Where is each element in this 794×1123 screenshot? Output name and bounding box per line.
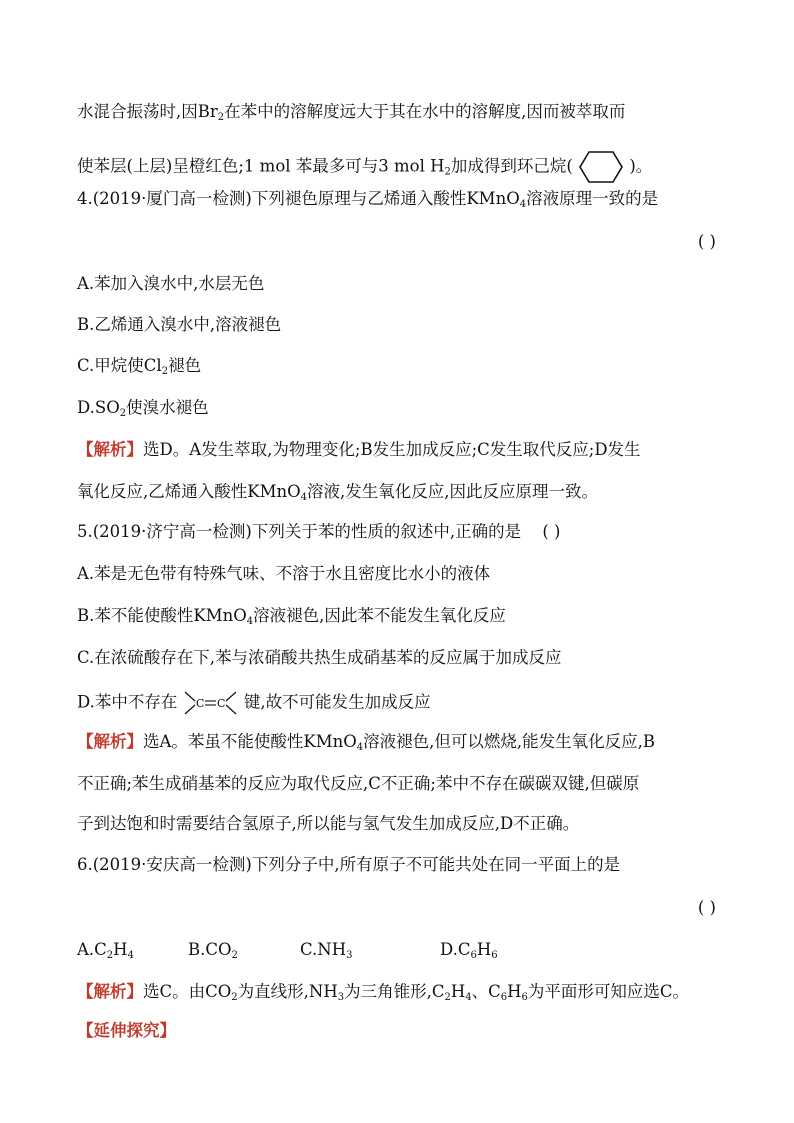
question-5-option-b: B.苯不能使酸性KMnO$_4$溶液褪色,因此苯不能发生氧化反应 bbox=[77, 606, 506, 627]
question-6-option-d: $D.C_6H_6$ bbox=[440, 940, 498, 961]
answer-bracket: ( ) bbox=[542, 522, 561, 541]
text-line: 使苯层(上层)呈橙红色;1 mol 苯最多可与3 mol $H_2$加成得到环己烷( )。 bbox=[77, 150, 652, 185]
question-4-stem: 4.(2019·厦门高一检测)下列褪色原理与乙烯通入酸性KMnO$_4$溶液原理一致的是 bbox=[77, 189, 659, 210]
carbon-double-bond-icon bbox=[183, 688, 239, 718]
answer-bracket: ( ) bbox=[697, 898, 716, 917]
question-5-option-c: C.在浓硫酸存在下,苯与浓硝酸共热生成硝基苯的反应属于加成反应 bbox=[77, 648, 562, 667]
analysis-tag: 【解析】 bbox=[77, 440, 143, 459]
question-4-option-a: A.苯加入溴水中,水层无色 bbox=[77, 274, 265, 293]
question-6-option-c: $C.NH_3$ bbox=[300, 940, 353, 961]
question-5-analysis: 【解析】选A。苯虽不能使酸性KMnO$_4$溶液褪色,但可以燃烧,能发生氧化反应,B bbox=[77, 732, 656, 753]
answer-bracket: ( ) bbox=[697, 232, 716, 251]
question-4-option-c: C.甲烷使$Cl_2$褪色 bbox=[77, 356, 202, 377]
question-4-option-b: B.乙烯通入溴水中,溶液褪色 bbox=[77, 315, 282, 334]
question-6-analysis: 【解析】选C。由$CO_2$为直线形$,NH_3$为三角锥形$,C_2H_4$、$C_6H_6$为平面形可知应选C。 bbox=[77, 982, 690, 1003]
question-6-stem: 6.(2019·安庆高一检测)下列分子中,所有原子不可能共处在同一平面上的是 bbox=[77, 855, 621, 874]
question-6-option-b: $B.CO_2$ bbox=[188, 940, 238, 961]
question-5-option-a: A.苯是无色带有特殊气味、不溶于水且密度比水小的液体 bbox=[77, 564, 491, 583]
question-5-analysis-cont: 不正确;苯生成硝基苯的反应为取代反应,C不正确;苯中不存在碳碳双键,但碳原 bbox=[77, 774, 640, 793]
extension-heading: 【延伸探究】 bbox=[77, 1021, 176, 1040]
question-4-option-d: $D.SO_2$使溴水褪色 bbox=[77, 398, 209, 419]
question-6-option-a: $A.C_2H_4$ bbox=[77, 940, 134, 961]
question-4-analysis-cont: 氧化反应,乙烯通入酸性KMnO$_4$溶液,发生氧化反应,因此反应原理一致。 bbox=[77, 482, 598, 503]
bond-atom-left: C bbox=[195, 697, 205, 710]
question-5-option-d: D.苯中不存在 C C 键,故不可能发生加成反应 bbox=[77, 688, 431, 718]
analysis-tag: 【解析】 bbox=[77, 982, 143, 1001]
question-5-analysis-cont: 子到达饱和时需要结合氢原子,所以能与氢气发生加成反应,D不正确。 bbox=[77, 814, 580, 833]
question-4-analysis: 【解析】选D。A发生萃取,为物理变化;B发生加成反应;C发生取代反应;D发生 bbox=[77, 440, 641, 459]
cyclohexane-hexagon-icon bbox=[578, 150, 624, 184]
question-5-stem: 5.(2019·济宁高一检测)下列关于苯的性质的叙述中,正确的是 ( ) bbox=[77, 522, 561, 541]
analysis-tag: 【解析】 bbox=[77, 732, 143, 751]
text-line: 水混合振荡时,因$Br_2$在苯中的溶解度远大于其在水中的溶解度,因而被萃取而 bbox=[77, 102, 626, 123]
bond-atom-right: C bbox=[216, 697, 226, 710]
